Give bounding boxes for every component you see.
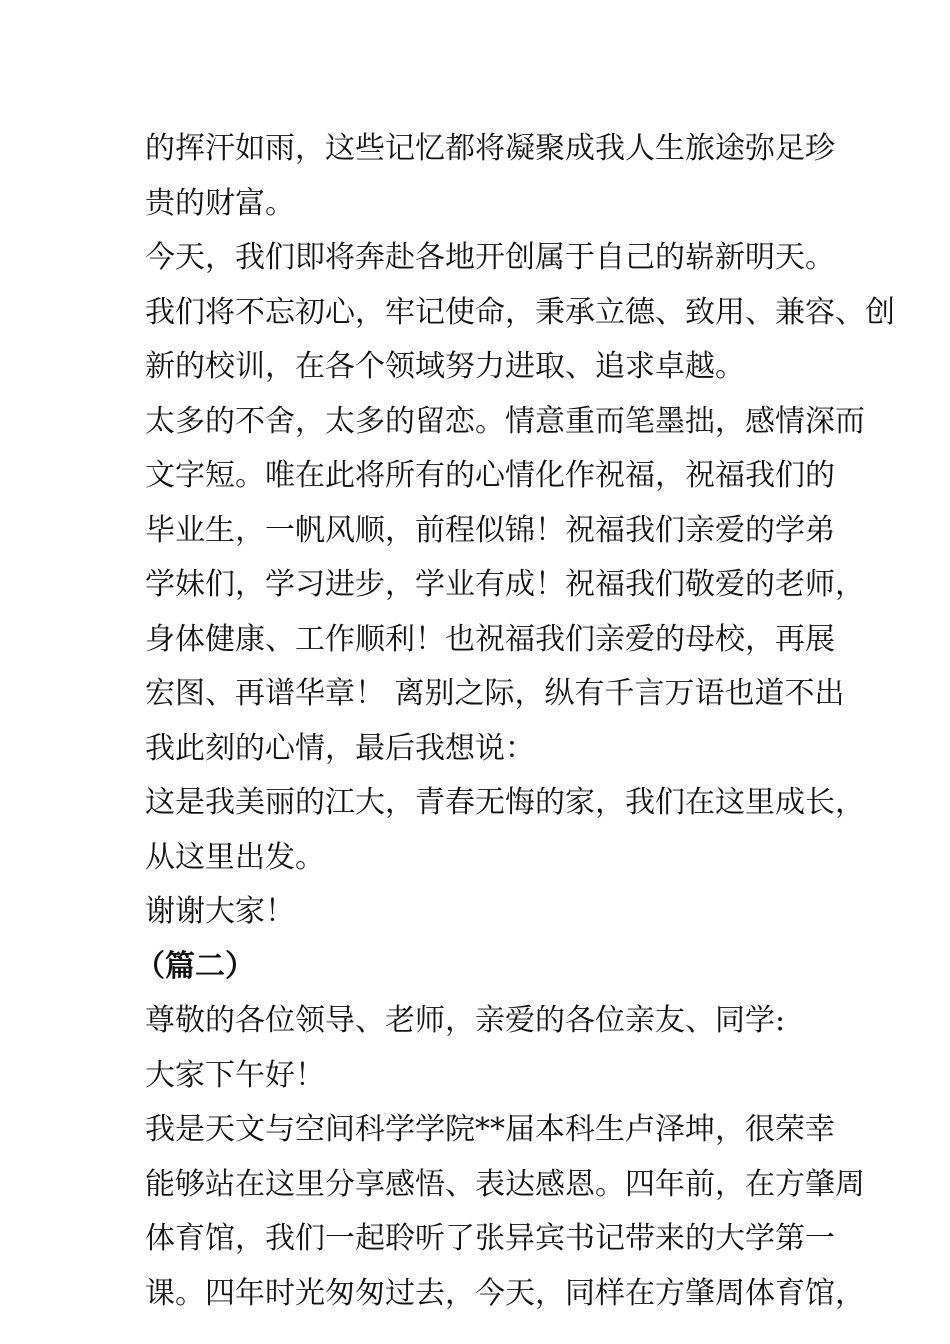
document-page: [135, 122, 895, 1321]
text-line: 太多的不舍，太多的留恋。情意重而笔墨拙，感情深而: [145, 403, 865, 439]
text-line: 的挥汗如雨，这些记忆都将凝聚成我人生旅途弥足珍: [145, 131, 835, 166]
text-line: 文字短。唯在此将所有的心情化作祝福，祝福我们的: [145, 458, 835, 493]
text-line: 学妹们，学习进步，学业有成！祝福我们敬爱的老师，: [145, 567, 865, 602]
text-line: 这是我美丽的江大，青春无悔的家，我们在这里成长，: [145, 785, 865, 820]
text-line: 贵的财富。: [145, 185, 295, 221]
text-line: 大家下午好！: [145, 1057, 325, 1093]
text-line: 尊敬的各位领导、老师，亲爱的各位亲友、同学:: [145, 1003, 786, 1038]
text-line: 我此刻的心情，最后我想说：: [145, 730, 535, 766]
text-line: 我们将不忘初心，牢记使命，秉承立德、致用、兼容、创: [145, 294, 895, 330]
text-line: 能够站在这里分享感悟、表达感恩。四年前，在方肇周: [145, 1166, 865, 1202]
text-line: 谢谢大家！: [145, 894, 295, 929]
text-line: 今天，我们即将奔赴各地开创属于自己的崭新明天。: [145, 240, 835, 275]
text-line: 从这里出发。: [145, 839, 325, 875]
section-heading: （篇二）: [135, 948, 255, 984]
text-line: 新的校训，在各个领域努力进取、追求卓越。: [145, 349, 745, 384]
text-line: 课。四年时光匆匆过去，今天，同样在方肇周体育馆，: [145, 1275, 865, 1311]
text-line: 宏图、再谱华章！ 离别之际，纵有千言万语也道不出: [145, 676, 845, 711]
text-line: 我是天文与空间科学学院**届本科生卢泽坤，很荣幸: [145, 1112, 835, 1147]
text-line: 身体健康、工作顺利！也祝福我们亲爱的母校，再展: [145, 621, 835, 657]
text-line: 毕业生，一帆风顺，前程似锦！祝福我们亲爱的学弟: [145, 512, 835, 548]
text-line: 体育馆，我们一起聆听了张异宾书记带来的大学第一: [145, 1221, 835, 1256]
